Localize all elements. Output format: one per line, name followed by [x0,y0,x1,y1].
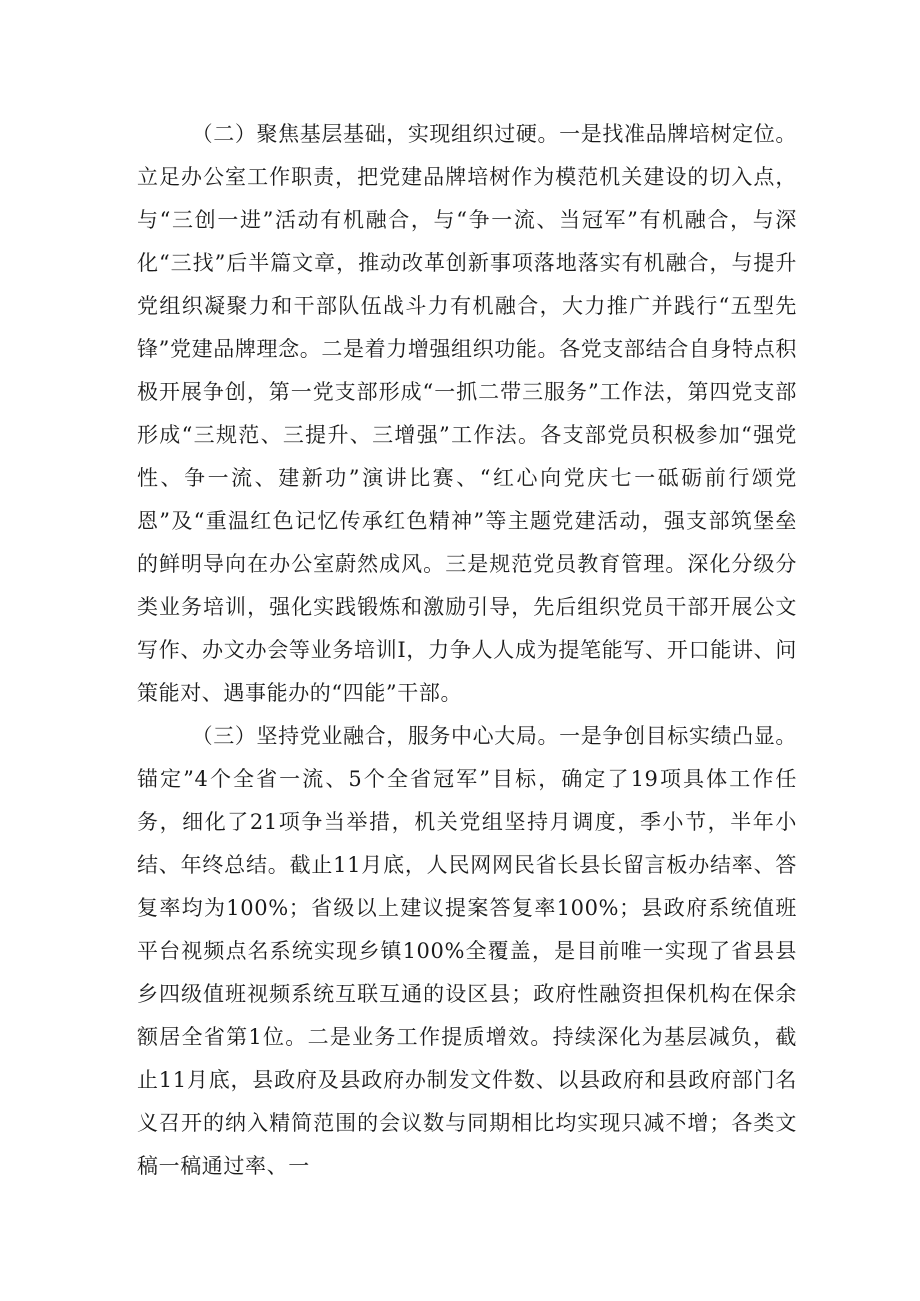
paragraph-business-integration: （三）坚持党业融合，服务中心大局。一是争创目标实绩凸显。锚定”4个全省一流、5个全省冠军”目标，确定了19项具体工作任务，细化了21项争当举措，机关党组坚持月调度，季小节，半年小结、年终总结。截止11月底，人民网网民省长县长留言板办结率、答复率均为100%；省级以上建议提案答复率100%；县政府系统值班平台视频点名系统实现乡镇100%全覆盖，是目前唯一实现了省县县乡四级值班视频系统互联互通的设区县；政府性融资担保机构在保余额居全省第1位。二是业务工作提质增效。持续深化为基层减负，截止11月底，县政府及县政府办制发文件数、以县政府和县政府部门名义召开的纳入精简范围的会议数与同期相比均实现只减不增；各类文稿一稿通过率、一 [137,724,797,1178]
document-body [137,113,797,1188]
paragraph-organization: （二）聚焦基层基础，实现组织过硬。一是找准品牌培树定位。立足办公室工作职责，把党建品牌培树作为模范机关建设的切入点，与“三创一进”活动有机融合，与“争一流、当冠军”有机融合，与深化“三找”后半篇文章，推动改革创新事项落地落实有机融合，与提升党组织凝聚力和干部队伍战斗力有机融合，大力推广并践行“五型先锋”党建品牌理念。二是着力增强组织功能。各党支部结合自身特点积极开展争创，第一党支部形成“一抓二带三服务”工作法，第四党支部形成“三规范、三提升、三增强”工作法。各支部党员积极参加“强党性、争一流、建新功”演讲比赛、“红心向党庆七一砥砺前行颂党恩”及“重温红色记忆传承红色精神”等主题党建活动，强支部筑堡垒的鲜明导向在办公室蔚然成风。三是规范党员教育管理。深化分级分类业务培训，强化实践锻炼和激励引导，先后组织党员干部开展公文写作、办文办会等业务培训I，力争人人成为提笔能写、开口能讲、问策能对、遇事能办的“四能”干部。 [137,122,797,705]
